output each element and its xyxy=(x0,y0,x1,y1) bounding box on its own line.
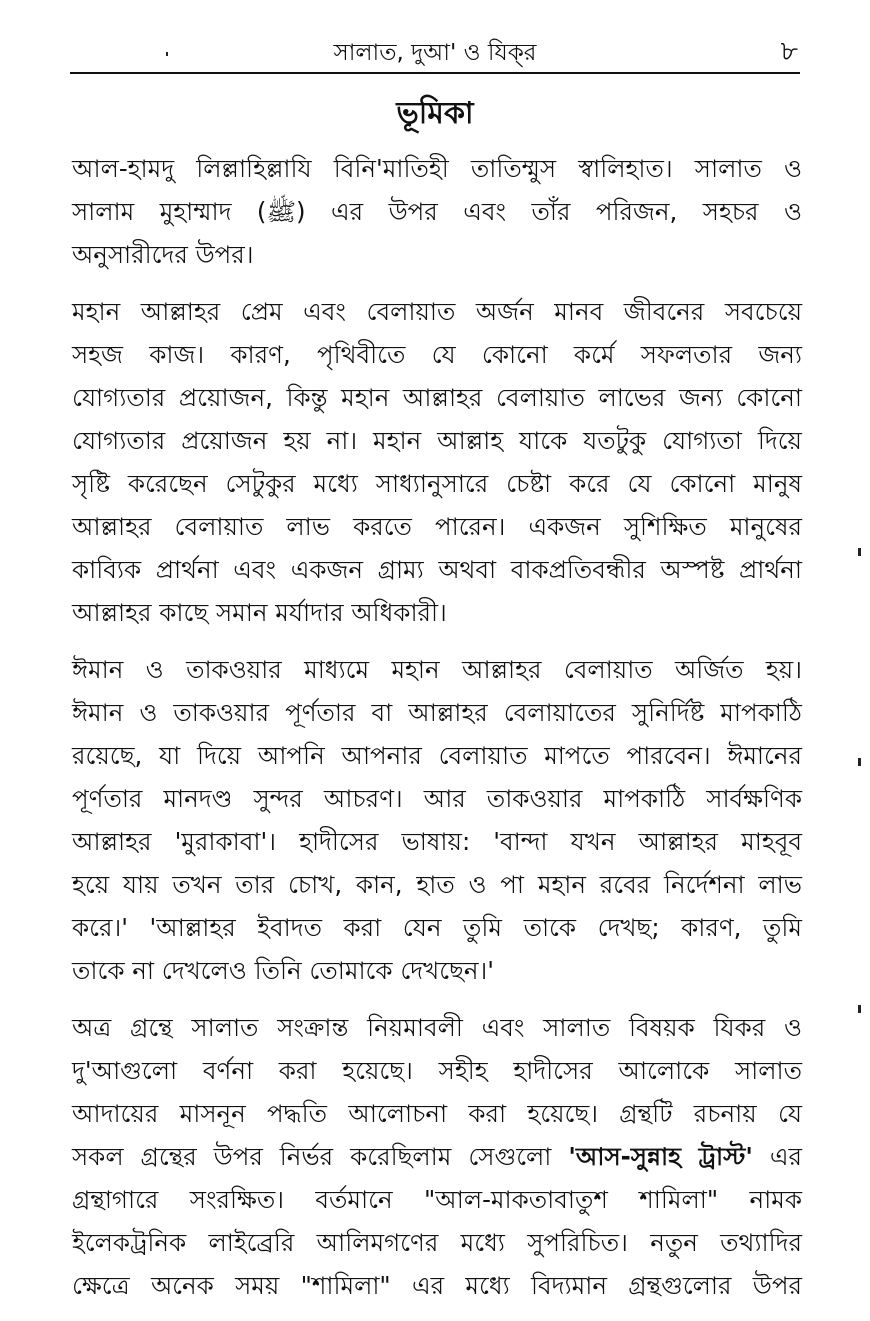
bold-trust-name: 'আস-সুন্নাহ ট্রাস্ট' xyxy=(568,1142,753,1171)
paragraph-1 xyxy=(72,147,802,276)
text-line: তাকে না দেখলেও তিনি তোমাকে দেখছেন।' xyxy=(72,956,495,985)
text-segment: সকল গ্রন্থের উপর নির্ভর করেছিলাম সেগুলো xyxy=(72,1142,552,1171)
text-line: আদায়ের মাসনূন পদ্ধতি আলোচনা করা হয়েছে। গ্রন্থটি রচনায় যে xyxy=(72,1099,802,1128)
body-text xyxy=(72,147,802,1321)
text-line: যোগ্যতার প্রয়োজন, কিন্তু মহান আল্লাহর বেলায়াত লাভের জন্য কোনো xyxy=(72,383,802,412)
margin-mark xyxy=(858,1005,861,1013)
text-line: ক্ষেত্রে অনেক সময় "শামিলা" এর মধ্যে বিদ্যমান গ্রন্থগুলোর উপর xyxy=(72,1271,802,1300)
text-line: ইলেকট্রনিক লাইব্রেরি আলিমগণের মধ্যে সুপরিচিত। নতুন তথ্যাদির xyxy=(72,1228,802,1257)
text-line: হয়ে যায় তখন তার চোখ, কান, হাত ও পা মহান রবের নির্দেশনা লাভ xyxy=(72,870,802,899)
margin-mark xyxy=(166,52,168,56)
text-line: যোগ্যতার প্রয়োজন হয় না। মহান আল্লাহ যাকে যতটুকু যোগ্যতা দিয়ে xyxy=(72,426,802,455)
text-line-with-bold xyxy=(72,1135,802,1178)
text-line: আল্লাহর কাছে সমান মর্যাদার অধিকারী। xyxy=(72,598,447,627)
text-line: গ্রন্থাগারে সংরক্ষিত। বর্তমানে "আল-মাকতাবাতুশ শামিলা" নামক xyxy=(72,1185,802,1214)
paragraph-2 xyxy=(72,290,802,634)
text-line: আল্লাহর বেলায়াত লাভ করতে পারেন। একজন সুশিক্ষিত মানুষের xyxy=(72,512,802,541)
text-line: দু'আগুলো বর্ণনা করা হয়েছে। সহীহ হাদীসের আলোকে সালাত xyxy=(72,1056,802,1085)
text-line: কাব্যিক প্রার্থনা এবং একজন গ্রাম্য অথবা বাকপ্রতিবন্ধীর অস্পষ্ট প্রার্থনা xyxy=(72,555,802,584)
text-line: পূর্ণতার মানদণ্ড সুন্দর আচরণ। আর তাকওয়ার মাপকাঠি সার্বক্ষণিক xyxy=(72,784,802,813)
running-header xyxy=(70,36,800,74)
text-line: সহজ কাজ। কারণ, পৃথিবীতে যে কোনো কর্মে সফলতার জন্য xyxy=(72,340,802,369)
text-line: আল্লাহর 'মুরাকাবা'। হাদীসের ভাষায়: 'বান্দা যখন আল্লাহর মাহবূব xyxy=(72,827,802,856)
text-line: মহান আল্লাহর প্রেম এবং বেলায়াত অর্জন মানব জীবনের সবচেয়ে xyxy=(72,297,802,326)
margin-mark xyxy=(858,758,861,766)
running-title: সালাত, দুআ' ও যিক্‌র xyxy=(333,40,537,66)
text-line: ঈমান ও তাকওয়ার পূর্ণতার বা আল্লাহর বেলায়াতের সুনির্দিষ্ট মাপকাঠি xyxy=(72,698,802,727)
page-number: ৮ xyxy=(780,36,798,67)
section-heading: ভূমিকা xyxy=(396,96,474,131)
paragraph-3 xyxy=(72,648,802,992)
text-line: অত্র গ্রন্থে সালাত সংক্রান্ত নিয়মাবলী এবং সালাত বিষয়ক যিকর ও xyxy=(72,1013,802,1042)
text-line: করে।' 'আল্লাহর ইবাদত করা যেন তুমি তাকে দেখছ; কারণ, তুমি xyxy=(72,913,802,942)
margin-mark xyxy=(858,548,861,556)
text-segment: এর xyxy=(769,1142,802,1171)
paragraph-4 xyxy=(72,1006,802,1307)
text-line: ঈমান ও তাকওয়ার মাধ্যমে মহান আল্লাহর বেলায়াত অর্জিত হয়। xyxy=(72,655,802,684)
text-line: সালাম মুহাম্মাদ (ﷺ) এর উপর এবং তাঁর পরিজন, সহচর ও xyxy=(72,197,802,226)
text-line: সৃষ্টি করেছেন সেটুকুর মধ্যে সাধ্যানুসারে চেষ্টা করে যে কোনো মানুষ xyxy=(72,469,802,498)
text-line: রয়েছে, যা দিয়ে আপনি আপনার বেলায়াত মাপতে পারবেন। ঈমানের xyxy=(72,741,802,770)
text-line: অনুসারীদের উপর। xyxy=(72,240,254,269)
text-line: আল-হামদু লিল্লাহিল্লাযি বিনি'মাতিহী তাতিম্মুস স্বালিহাত। সালাত ও xyxy=(72,154,802,183)
